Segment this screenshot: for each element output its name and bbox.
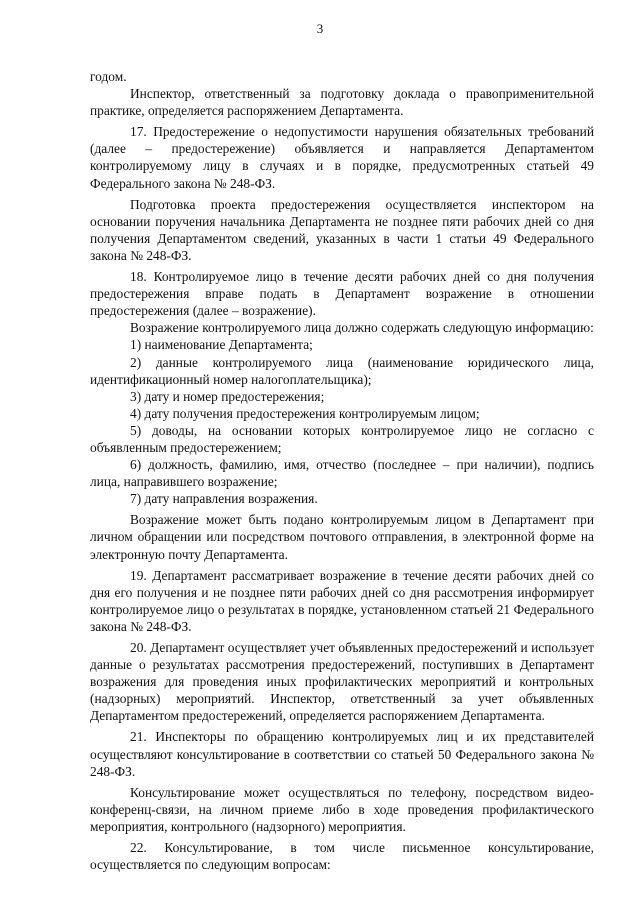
- paragraph-22: 22. Консультирование, в том числе письменное консультирование, осуществляется по следующим вопросам:: [90, 840, 594, 873]
- paragraph-consultation-methods: Консультирование может осуществляться по телефону, посредством видео-конференц-связи, на личном приеме либо в ходе проведения профилактического мероприятия, контрольного (надзорного) мероприятия.: [90, 784, 594, 834]
- list-item-4: 4) дату получения предостережения контролируемым лицом;: [130, 405, 480, 421]
- list-item-7: 7) дату направления возражения.: [130, 491, 318, 507]
- document-body: [90, 68, 594, 873]
- paragraph-18: 18. Контролируемое лицо в течение десяти рабочих дней со дня получения предостережения вправе подать в Департамент возражение в отношении предостережения (далее – возражение).: [90, 269, 594, 319]
- paragraph-objection-contents: Возражение контролируемого лица должно содержать следующую информацию:: [130, 320, 594, 336]
- list-item-2: 2) данные контролируемого лица (наименование юридического лица, идентификационный номер налогоплательщика);: [90, 354, 594, 387]
- paragraph-inspector-report: Инспектор, ответственный за подготовку доклада о правоприменительной практике, определяется распоряжением Департамента.: [90, 86, 594, 119]
- paragraph-19: 19. Департамент рассматривает возражение в течение десяти рабочих дней со дня его получения и не позднее пяти рабочих дней со дня рассмотрения информирует контролируемое лицо о результатах в порядке, установленном статьей 21 Федерального закона № 248-ФЗ.: [90, 567, 594, 634]
- paragraph-continuation: годом.: [90, 69, 127, 84]
- paragraph-20: 20. Департамент осуществляет учет объявленных предостережений и использует данные о результатах рассмотрения предостережений, поступивших в Департамент возражения для проведения иных профилактических мероприятий и контрольных (надзорных) мероприятий. Инспектор, ответственный за учет объявленных Департаментом предостережений, определяется распоряжением Департамента.: [90, 640, 594, 724]
- paragraph-warning-preparation: Подготовка проекта предостережения осуществляется инспектором на основании поручения начальника Департамента не позднее пяти рабочих дней со дня получения Департаментом сведений, указанных в части 1 статьи 49 Федерального закона № 248-ФЗ.: [90, 196, 594, 263]
- paragraph-17: 17. Предостережение о недопустимости нарушения обязательных требований (далее – предостережение) объявляется и направляется Департаментом контролируемому лицу в случаях и в порядке, предусмотренных статьей 49 Федерального закона № 248-ФЗ.: [90, 124, 594, 191]
- paragraph-objection-submission: Возражение может быть подано контролируемым лицом в Департамент при личном обращении или посредством почтового отправления, в электронной форме на электронную почту Департамента.: [90, 512, 594, 562]
- paragraph-21: 21. Инспекторы по обращению контролируемых лиц и их представителей осуществляют консультирование в соответствии со статьей 50 Федерального закона № 248-ФЗ.: [90, 729, 594, 779]
- list-item-3: 3) дату и номер предостережения;: [130, 388, 325, 404]
- list-item-5: 5) доводы, на основании которых контролируемое лицо не согласно с объявленным предостережением;: [90, 422, 594, 455]
- list-item-1: 1) наименование Департамента;: [130, 337, 313, 353]
- list-item-6: 6) должность, фамилию, имя, отчество (последнее – при наличии), подпись лица, направившего возражение;: [90, 457, 594, 490]
- page-number: 3: [316, 21, 324, 36]
